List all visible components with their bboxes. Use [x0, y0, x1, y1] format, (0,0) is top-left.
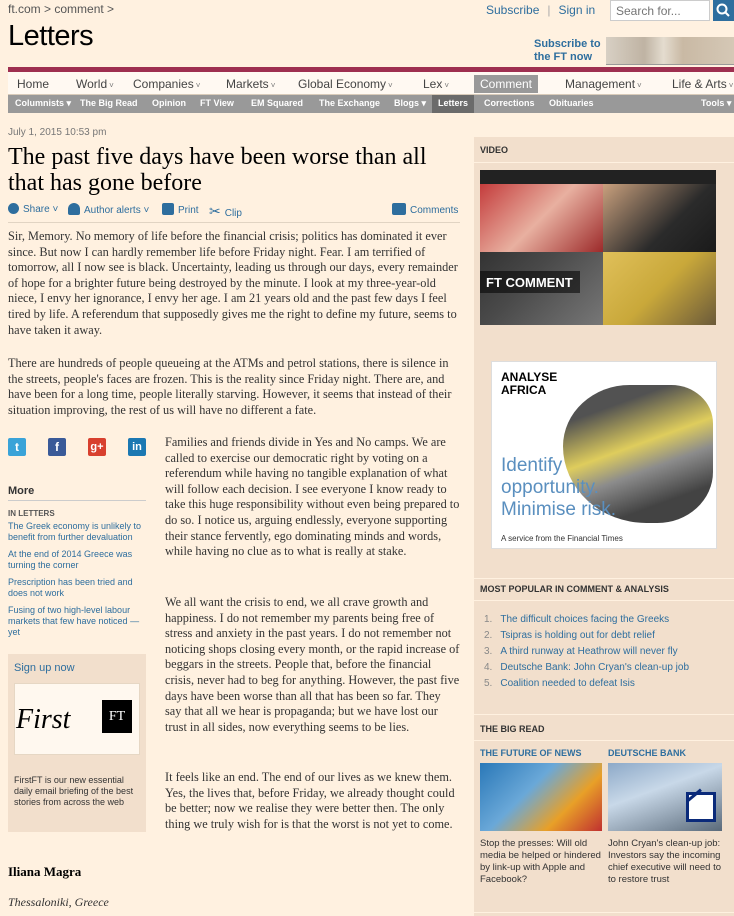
clip-button[interactable] [209, 203, 242, 220]
twitter-icon[interactable]: t [8, 438, 26, 456]
subnav-tools[interactable]: Tools ▾ [701, 98, 732, 108]
nav-label: Global Economy [298, 77, 387, 91]
author-alerts-button[interactable]: Author alerts ˅ [68, 203, 149, 216]
facebook-icon[interactable]: f [48, 438, 66, 456]
more-link[interactable]: The Greek economy is unlikely to benefit from further devaluation [8, 521, 142, 542]
nav-management[interactable] [565, 77, 642, 91]
nav-global-economy[interactable] [298, 77, 393, 91]
popular-item[interactable] [484, 646, 678, 657]
big-read-section[interactable]: THE FUTURE OF NEWS [480, 748, 582, 758]
popular-rank: 5. [484, 678, 493, 689]
linkedin-icon[interactable]: in [128, 438, 146, 456]
big-read-section[interactable]: DEUTSCHE BANK [608, 748, 687, 758]
article-paragraph: It feels like an end. The end of our lives as we knew them. Yes, the lives that, before Friday, we already thought could be better; now we realise they were better then. The only thing we truly wish for is that the worst is not yet to come. [165, 770, 455, 831]
nav-markets[interactable] [226, 77, 275, 91]
popular-label: A third runway at Heathrow will never fly [500, 646, 678, 657]
divider [474, 162, 734, 163]
article-paragraph: Sir, Memory. No memory of life before the financial crisis; politics has dominated it ever since. But now I can hardly remember life before Friday night. Fear. I am terrified of tomorrow, all I now see is black. Uncertainty, leading us through our days, every remainder of hope for a brighter future being destroyed by the minute. I look at my three-year-old niece, I envy her ignorance, I envy her age. I am 21 years old and the past few days I feel tired by life. A referendum that supposedly gives me the right to define my future, seems to have taken it away. [8, 229, 458, 337]
subnav-blogs[interactable]: Blogs ▾ [394, 98, 427, 108]
nav-label: Lex [423, 77, 443, 91]
divider [8, 222, 460, 223]
popular-item[interactable] [484, 614, 669, 625]
popular-item[interactable] [484, 630, 655, 641]
person-icon [68, 203, 80, 215]
divider [474, 714, 734, 715]
primary-nav [8, 72, 734, 95]
big-read-link[interactable]: Stop the presses: Will old media be helped or hindered by link-up with Apple and Facebook? [480, 838, 601, 885]
share-button[interactable]: Share ˅ [8, 203, 58, 215]
more-link[interactable]: Prescription has been tried and does not work [8, 577, 133, 598]
popular-label: Deutsche Bank: John Cryan's clean-up job [500, 662, 690, 673]
more-section-label: IN LETTERS [8, 509, 55, 518]
divider [8, 500, 146, 501]
subnav-the-exchange[interactable]: The Exchange [319, 98, 381, 108]
scissors-icon: ✂ [209, 203, 221, 219]
nav-label: Life & Arts [672, 77, 727, 91]
article-tools [8, 201, 460, 219]
popular-label: Tsipras is holding out for debt relief [500, 630, 655, 641]
newspaper-promo-image[interactable] [606, 37, 734, 65]
ad-footer: A service from the Financial Times [501, 534, 623, 543]
popular-label: The difficult choices facing the Greeks [500, 614, 670, 625]
video-thumbnail [603, 184, 716, 252]
search-icon [713, 0, 734, 21]
divider [474, 600, 734, 601]
print-button[interactable] [162, 203, 199, 216]
nav-life-arts[interactable] [672, 77, 733, 91]
account-links [486, 3, 595, 17]
chevron-down-icon: ˅ [195, 81, 201, 90]
breadcrumb[interactable]: ft.com > comment > [8, 2, 115, 16]
clip-label: Clip [224, 208, 242, 219]
big-read-link[interactable]: John Cryan's clean-up job: Investors say the incoming chief executive will need to to restore trust [608, 838, 722, 885]
ft-logo-box: FT [102, 700, 132, 733]
ad-logo: ANALYSE AFRICA [501, 370, 558, 397]
subnav-em-squared[interactable]: EM Squared [251, 98, 304, 108]
chevron-down-icon: ˅ [109, 81, 114, 90]
nav-companies[interactable] [133, 77, 200, 91]
search-button[interactable] [713, 0, 734, 21]
more-heading: More [8, 485, 35, 497]
printer-icon [162, 203, 174, 215]
author-name: Iliana Magra [8, 864, 82, 879]
firstft-logo-text: First [16, 704, 71, 735]
nav-label: Companies [133, 77, 194, 91]
comments-button[interactable] [392, 203, 458, 216]
nav-label: Management [565, 77, 636, 91]
popular-rank: 3. [484, 646, 493, 657]
subnav-corrections[interactable]: Corrections [484, 98, 535, 108]
video-heading: VIDEO [480, 145, 509, 155]
google-plus-icon[interactable]: g+ [88, 438, 106, 456]
nav-comment[interactable] [474, 75, 538, 93]
video-thumbnail [480, 184, 603, 252]
popular-rank: 1. [484, 614, 493, 625]
chevron-down-icon: ˅ [637, 81, 642, 90]
author-alerts-label: Author alerts [84, 205, 141, 216]
ad-headline: Identify opportunity. Minimise risk. [501, 455, 617, 520]
nav-label: Comment [480, 77, 533, 91]
speech-bubble-icon [392, 203, 406, 215]
article-paragraph: We all want the crisis to end, we all crave growth and happiness. I do not remember my parents being free of stress and anxiety in the past years. I do not remember not noticing shops closing every month, or the rapid increase of beggars in the streets. People that, before the financial crisis, never had to beg for anything. However, the past five days have been worse than all that has been so far. They say that all we hear is propaganda; but we have lost our trust in all sides, now everything seems to be lies. [165, 595, 460, 734]
divider [474, 740, 734, 741]
chevron-down-icon: ˅ [388, 81, 393, 90]
secondary-nav [8, 95, 734, 113]
popular-item[interactable] [484, 662, 689, 673]
nav-lex[interactable] [423, 77, 449, 91]
popular-item[interactable] [484, 678, 635, 689]
video-thumbnail [603, 252, 716, 325]
print-label: Print [178, 205, 199, 216]
comments-label: Comments [410, 205, 459, 216]
nav-world[interactable] [76, 77, 114, 91]
more-link[interactable]: Fusing of two high-level labour markets that few have noticed — yet [8, 605, 140, 637]
chevron-down-icon: ˅ [270, 81, 276, 90]
popular-rank: 2. [484, 630, 493, 641]
author-location: Thessaloniki, Greece [8, 895, 109, 909]
chevron-down-icon: ˅ [444, 81, 450, 90]
subnav-big-read[interactable]: The Big Read [80, 98, 138, 108]
divider [474, 578, 734, 579]
search-input[interactable] [610, 0, 710, 21]
divider: | [547, 3, 551, 17]
page-title: Letters [8, 20, 94, 52]
subnav-obituaries[interactable]: Obituaries [549, 98, 594, 108]
nav-label: Markets [226, 77, 269, 91]
most-popular-heading: MOST POPULAR IN COMMENT & ANALYSIS [480, 584, 669, 594]
subnav-opinion[interactable]: Opinion [152, 98, 186, 108]
divider [474, 912, 734, 913]
subscribe-promo[interactable]: Subscribe to the FT now [534, 38, 601, 63]
subnav-ft-view[interactable]: FT View [200, 98, 234, 108]
video-label: FT COMMENT [480, 271, 580, 293]
popular-label: Coalition needed to defeat Isis [500, 678, 635, 689]
article-paragraph: Families and friends divide in Yes and No camps. We are called to exercise our democratic right by voting on a referendum while having no tangible explanation of what will follow each decision. I see everyone I know ready to take this huge responsibility without even being prepared to do so. I notice us, arguing endlessly, everyone supporting their stance fervently, ego dominating minds and words, while having no clue as to what is really at stake. [165, 435, 460, 559]
popular-rank: 4. [484, 662, 493, 673]
nav-label: Home [17, 77, 50, 91]
firstft-description: FirstFT is our new essential daily email briefing of the best stories from across the web [14, 775, 134, 807]
subnav-columnists[interactable]: Columnists ▾ [15, 98, 72, 108]
subnav-letters[interactable]: Letters [432, 95, 474, 113]
nav-home[interactable] [17, 77, 49, 91]
sign-up-link[interactable]: Sign up now [14, 662, 75, 674]
share-label: Share [23, 204, 50, 215]
sign-in-link[interactable]: Sign in [558, 3, 596, 17]
article-headline: The past five days have been worse than all that has gone before [8, 144, 427, 196]
nav-label: World [76, 77, 108, 91]
big-read-heading: THE BIG READ [480, 724, 545, 734]
share-icon [8, 203, 19, 214]
subscribe-link[interactable]: Subscribe [486, 3, 540, 17]
article-date: July 1, 2015 10:53 pm [8, 127, 107, 138]
article-paragraph: There are hundreds of people queueing at the ATMs and petrol stations, there is silence in the streets, people's faces are frozen. This is the reality since Friday night. There are, and have been for a long time, people literally starving. However, it seems that instead of their situation improving, the rest of us will have no different a fate. [8, 356, 452, 417]
chevron-down-icon: ˅ [728, 81, 734, 90]
big-read-image[interactable] [480, 763, 602, 831]
more-link[interactable]: At the end of 2014 Greece was turning the corner [8, 549, 133, 570]
